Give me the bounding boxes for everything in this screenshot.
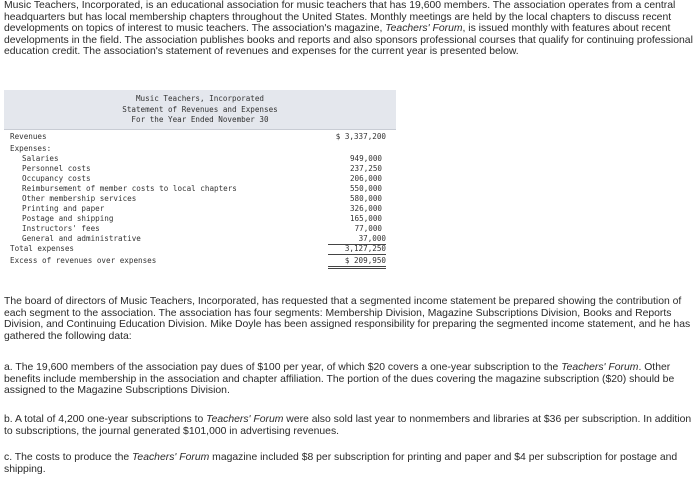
expense-row <box>4 184 396 194</box>
item-c-text-cont: magazine included $8 per subscription for printing and paper and $4 per subscription for postage and shipping. <box>4 452 678 475</box>
item-b-text: b. A total of 4,200 one-year subscriptions to <box>4 414 207 425</box>
item-b-text-cont: were also sold last year to nonmembers and libraries at $36 per subscription. In addition to subscriptions, the journal generated $101,000 in advertising revenues. <box>4 414 692 437</box>
revenue-expense-statement <box>4 90 396 278</box>
magazine-title: Teachers' Forum <box>561 362 639 373</box>
item-a-text: a. The 19,600 members of the association pay dues of $100 per year, of which $20 covers a one-year subscription to the <box>4 362 562 373</box>
intro-text-cont: , is issued monthly with features about recent developments in the field. The association publishes books and reports and also sponsors professional courses that qualify for continuing professional education credit. The association's statement of revenues and expenses for the current year is presented below. <box>4 23 693 58</box>
expense-label: Instructors' fees <box>22 224 100 233</box>
expense-amount: 77,000 <box>354 224 382 233</box>
expense-amount: 237,250 <box>349 164 382 173</box>
expense-amount: 550,000 <box>349 184 382 193</box>
expense-amount: 165,000 <box>349 214 382 223</box>
excess-amount: $ 209,950 <box>328 256 386 269</box>
expense-row <box>4 204 396 214</box>
expenses-label: Expenses: <box>10 144 52 153</box>
expense-amount: 326,000 <box>349 204 382 213</box>
expense-label: General and administrative <box>22 234 141 243</box>
expense-row <box>4 214 396 224</box>
expense-row <box>4 154 396 164</box>
expense-amount: 206,000 <box>349 174 382 183</box>
expense-label: Salaries <box>22 154 59 163</box>
excess-label: Excess of revenues over expenses <box>10 256 157 265</box>
expense-label: Personnel costs <box>22 164 91 173</box>
item-c <box>4 452 694 475</box>
expense-row <box>4 224 396 234</box>
statement-title-name: Statement of Revenues and Expenses <box>122 104 278 114</box>
revenues-label: Revenues <box>10 132 47 141</box>
expense-amount: 580,000 <box>349 194 382 203</box>
expense-row <box>4 164 396 174</box>
expense-label: Occupancy costs <box>22 174 91 183</box>
total-expenses-row <box>4 244 396 254</box>
total-expenses-amount: 3,127,250 <box>328 244 386 255</box>
expenses-header-row <box>4 144 396 154</box>
revenues-row <box>4 132 396 142</box>
magazine-title: Teachers' Forum <box>206 414 284 425</box>
magazine-title: Teachers' Forum <box>132 452 210 463</box>
expense-amount: 949,000 <box>349 154 382 163</box>
expense-row <box>4 194 396 204</box>
expense-label: Postage and shipping <box>22 214 114 223</box>
total-expenses-label: Total expenses <box>10 244 75 253</box>
board-paragraph: The board of directors of Music Teachers, Incorporated, has requested that a segmented income statement be prepared showing the contribution of each segment to the association. The association has four segments: Membership Division, Magazine Subscriptions Division, Books and Reports Division, and Continuing Education Division. Mike Doyle has been assigned responsibility for preparing the segmented income statement, and he has gathered the following data: <box>4 296 691 342</box>
statement-header <box>4 90 396 130</box>
statement-title-company: Music Teachers, Incorporated <box>135 94 264 103</box>
revenues-amount: $ 3,337,200 <box>335 132 386 141</box>
expense-label: Reimbursement of member costs to local chapters <box>22 184 237 193</box>
expense-row <box>4 174 396 184</box>
magazine-title: Teachers' Forum <box>385 23 463 35</box>
expense-label: Printing and paper <box>22 204 105 213</box>
excess-row <box>4 256 396 266</box>
expense-amount: 37,000 <box>328 234 386 245</box>
expense-label: Other membership services <box>22 194 137 203</box>
intro-paragraph <box>4 0 694 58</box>
item-a-text-cont: . Other benefits include membership in the association and chapter affiliation. The portion of the dues covering the magazine subscription ($20) should be assigned to the Magazine Subscriptions Division. <box>4 362 675 397</box>
statement-title-period: For the Year Ended November 30 <box>131 115 269 124</box>
item-c-text: c. The costs to produce the <box>4 452 133 463</box>
intro-text: Music Teachers, Incorporated, is an educational association for music teachers that has 19,600 members. The association operates from a central headquarters but has local membership chapters throughout the United States. Monthly meetings are held by the local chapters to discuss recent developments on topics of interest to music teachers. The association's magazine, <box>4 0 676 35</box>
expense-row <box>4 234 396 244</box>
item-b <box>4 414 694 437</box>
item-a <box>4 362 694 397</box>
